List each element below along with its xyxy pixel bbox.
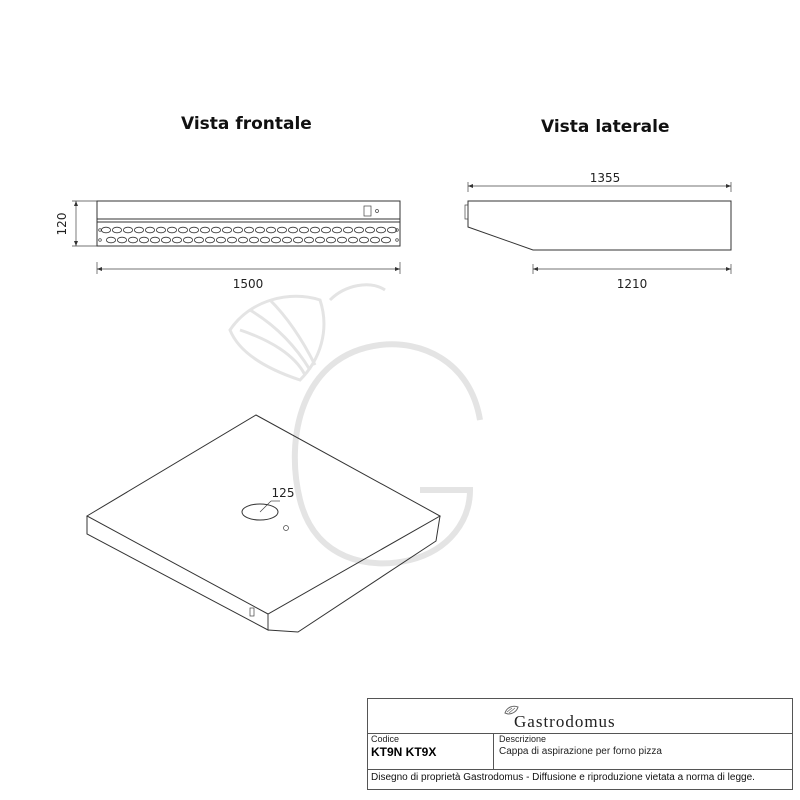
vent-slot (117, 237, 126, 243)
code-label: Codice (371, 734, 400, 744)
vent-slot (376, 227, 385, 233)
vent-slot (194, 237, 203, 243)
vent-slot (167, 227, 176, 233)
vent-slot (128, 237, 137, 243)
vent-slot (249, 237, 258, 243)
vent-slot (172, 237, 181, 243)
vent-slot (304, 237, 313, 243)
side-top-label: 1355 (589, 171, 621, 185)
description-cell (494, 733, 792, 769)
mounting-hole (99, 229, 102, 232)
gastrodomus-watermark-logo (230, 285, 480, 564)
vent-slot (387, 227, 396, 233)
hole-diameter-label: 125 (271, 486, 295, 500)
front-height-dimension (55, 201, 97, 246)
front-view-title: Vista frontale (181, 114, 312, 134)
front-height-label: 120 (55, 212, 69, 236)
vent-slot (337, 237, 346, 243)
vent-slot (112, 227, 121, 233)
vent-slot (260, 237, 269, 243)
vent-slot (101, 227, 110, 233)
vent-slot (183, 237, 192, 243)
vent-slot (359, 237, 368, 243)
vent-slot (145, 227, 154, 233)
vent-slot (266, 227, 275, 233)
vent-slot (310, 227, 319, 233)
vent-slot (150, 237, 159, 243)
code-cell (368, 733, 494, 769)
vent-slot (227, 237, 236, 243)
vent-slot (139, 237, 148, 243)
description-label: Descrizione (499, 734, 547, 744)
side-view (465, 201, 731, 250)
vent-slot (271, 237, 280, 243)
vent-slot (255, 227, 264, 233)
side-top-dimension (468, 171, 731, 192)
vent-slot (211, 227, 220, 233)
title-block (367, 698, 793, 790)
vent-slot (299, 227, 308, 233)
mounting-hole (99, 239, 102, 242)
title-block-footer-row (368, 769, 792, 790)
vent-slot (370, 237, 379, 243)
vent-slot (315, 237, 324, 243)
vent-slot (161, 237, 170, 243)
vent-slot (321, 227, 330, 233)
control-switch-icon (364, 206, 371, 216)
vent-slot (288, 227, 297, 233)
vent-slot (178, 227, 187, 233)
side-bottom-label: 1210 (616, 277, 648, 291)
vent-slot (189, 227, 198, 233)
vent-slot (123, 227, 132, 233)
title-block-info-row (368, 733, 792, 770)
ventilation-slots (99, 227, 399, 243)
vent-slot (277, 227, 286, 233)
isometric-view (87, 415, 440, 632)
vent-slot (365, 227, 374, 233)
copyright-notice: Disegno di proprietà Gastrodomus - Diffusione e riproduzione vietata a norma di legge. (371, 772, 755, 783)
vent-slot (134, 227, 143, 233)
side-view-title: Vista laterale (541, 117, 670, 137)
vent-slot (343, 227, 352, 233)
vent-slot (233, 227, 242, 233)
front-width-label: 1500 (232, 277, 264, 291)
vent-slot (106, 237, 115, 243)
vent-slot (282, 237, 291, 243)
brand-name: Gastrodomus (514, 712, 616, 731)
side-bottom-dimension (533, 264, 731, 291)
vent-slot (354, 227, 363, 233)
description-value: Cappa di aspirazione per forno pizza (499, 746, 662, 757)
vent-slot (348, 237, 357, 243)
vent-slot (332, 227, 341, 233)
vent-slot (205, 237, 214, 243)
front-view (97, 201, 400, 246)
vent-slot (238, 237, 247, 243)
vent-slot (381, 237, 390, 243)
vent-slot (222, 227, 231, 233)
vent-slot (244, 227, 253, 233)
vent-slot (200, 227, 209, 233)
vent-slot (156, 227, 165, 233)
mounting-hole (396, 239, 399, 242)
vent-slot (216, 237, 225, 243)
title-block-logo-row (368, 699, 792, 734)
vent-slot (293, 237, 302, 243)
vent-slot (326, 237, 335, 243)
code-value: KT9N KT9X (371, 745, 437, 759)
